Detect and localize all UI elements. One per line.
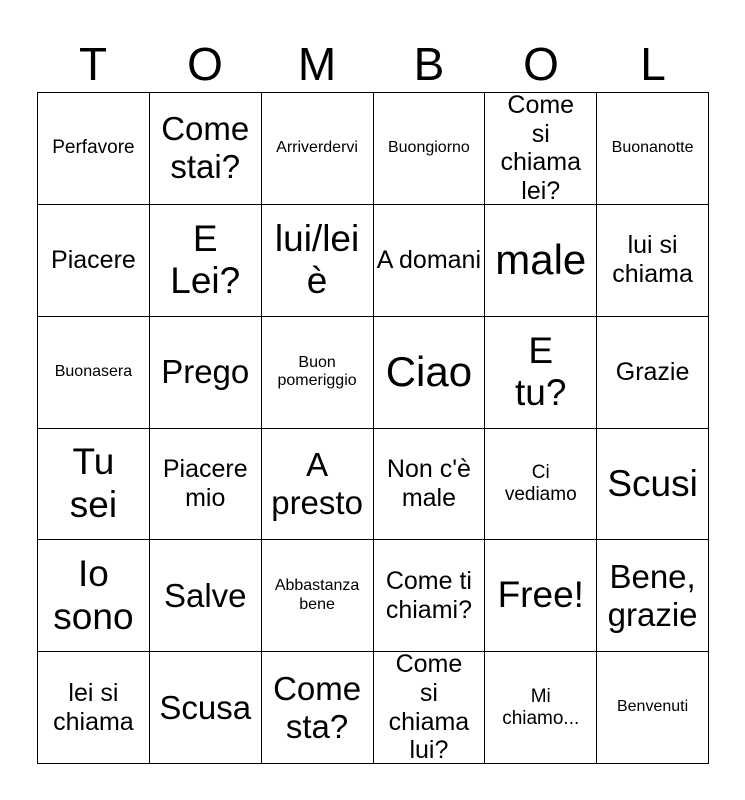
cell-text: E tu? <box>515 329 567 414</box>
cell-text: Grazie <box>615 357 690 386</box>
cell-text: Piacere mio <box>162 455 248 512</box>
board-cell[interactable] <box>150 652 262 764</box>
cell-text: Benvenuti <box>616 698 689 716</box>
board-cell[interactable] <box>485 93 597 205</box>
cell-text: Abbastanza bene <box>274 577 360 613</box>
board-cell[interactable] <box>262 93 374 205</box>
cell-text: Tu sei <box>69 441 118 525</box>
cell-text: Buongiorno <box>387 139 470 157</box>
board-cell[interactable] <box>262 317 374 429</box>
board-cell[interactable] <box>374 429 486 541</box>
cell-text: lei si chiama <box>53 678 134 736</box>
header-letter-3: M <box>297 38 337 90</box>
board-cell[interactable] <box>38 652 150 764</box>
cell-text: lui si chiama <box>612 231 693 289</box>
cell-text: Come si chiama lui? <box>388 652 470 764</box>
board-cell[interactable] <box>262 429 374 541</box>
cell-text: Piacere <box>51 245 136 274</box>
board-cell[interactable] <box>374 205 486 317</box>
board-cell[interactable] <box>485 317 597 429</box>
board-cell[interactable] <box>374 93 486 205</box>
board-cell[interactable] <box>150 93 262 205</box>
board-cell[interactable] <box>485 652 597 764</box>
board-cell[interactable] <box>262 205 374 317</box>
board-cell[interactable] <box>485 429 597 541</box>
cell-text: Come stai? <box>161 110 250 186</box>
board-cell[interactable] <box>38 540 150 652</box>
board-cell[interactable] <box>597 429 709 541</box>
cell-text: Perfavore <box>52 137 135 159</box>
cell-text: Non c'è male <box>386 455 471 512</box>
cell-text: Free! <box>497 574 584 616</box>
cell-text: A domani <box>376 245 482 274</box>
cell-text: male <box>495 236 587 284</box>
header-letter-1: T <box>78 38 108 90</box>
cell-text: Arriverdervi <box>276 139 358 157</box>
board-cell[interactable] <box>597 652 709 764</box>
header-letter-4: B <box>413 38 445 90</box>
cell-text: Salve <box>163 576 247 614</box>
cell-text: Come sta? <box>273 669 362 745</box>
header-letter-5: O <box>523 38 559 90</box>
cell-text: A presto <box>271 445 363 521</box>
board-cell[interactable] <box>597 205 709 317</box>
board-header <box>37 36 709 92</box>
board-cell[interactable] <box>150 540 262 652</box>
board-cell[interactable] <box>485 205 597 317</box>
board-cell[interactable] <box>597 540 709 652</box>
board-cell[interactable] <box>38 93 150 205</box>
cell-text: Buonasera <box>54 362 133 380</box>
board-cell[interactable] <box>374 317 486 429</box>
board-cell[interactable] <box>262 540 374 652</box>
board-cell[interactable] <box>374 540 486 652</box>
board-cell[interactable] <box>262 652 374 764</box>
cell-text: Ci vediamo <box>504 462 577 505</box>
cell-text: E Lei? <box>170 217 241 302</box>
board-cell[interactable] <box>150 205 262 317</box>
cell-text: lui/lei è <box>274 217 360 302</box>
board-cell[interactable] <box>38 429 150 541</box>
cell-text: Come si chiama lei? <box>500 93 582 205</box>
cell-text: Ciao <box>385 347 473 395</box>
board-cell[interactable] <box>38 317 150 429</box>
cell-text: Scusi <box>607 462 698 504</box>
board-cell[interactable] <box>485 540 597 652</box>
board-cell[interactable] <box>597 317 709 429</box>
board-cell[interactable] <box>150 429 262 541</box>
cell-text: Buon pomeriggio <box>277 353 357 390</box>
header-letter-2: O <box>187 38 223 90</box>
board-cell[interactable] <box>150 317 262 429</box>
cell-text: Scusa <box>159 688 252 726</box>
cell-text: Io sono <box>53 553 134 637</box>
cell-text: Prego <box>161 353 250 391</box>
header-letter-6: L <box>640 38 666 90</box>
cell-text: Mi chiamo... <box>502 685 580 729</box>
board-cell[interactable] <box>597 93 709 205</box>
board-cell[interactable] <box>374 652 486 764</box>
cell-text: Come ti chiami? <box>385 566 472 624</box>
cell-text: Buonanotte <box>611 139 694 157</box>
cell-text: Bene, grazie <box>607 557 698 633</box>
board-cell[interactable] <box>38 205 150 317</box>
bingo-board <box>37 92 709 764</box>
